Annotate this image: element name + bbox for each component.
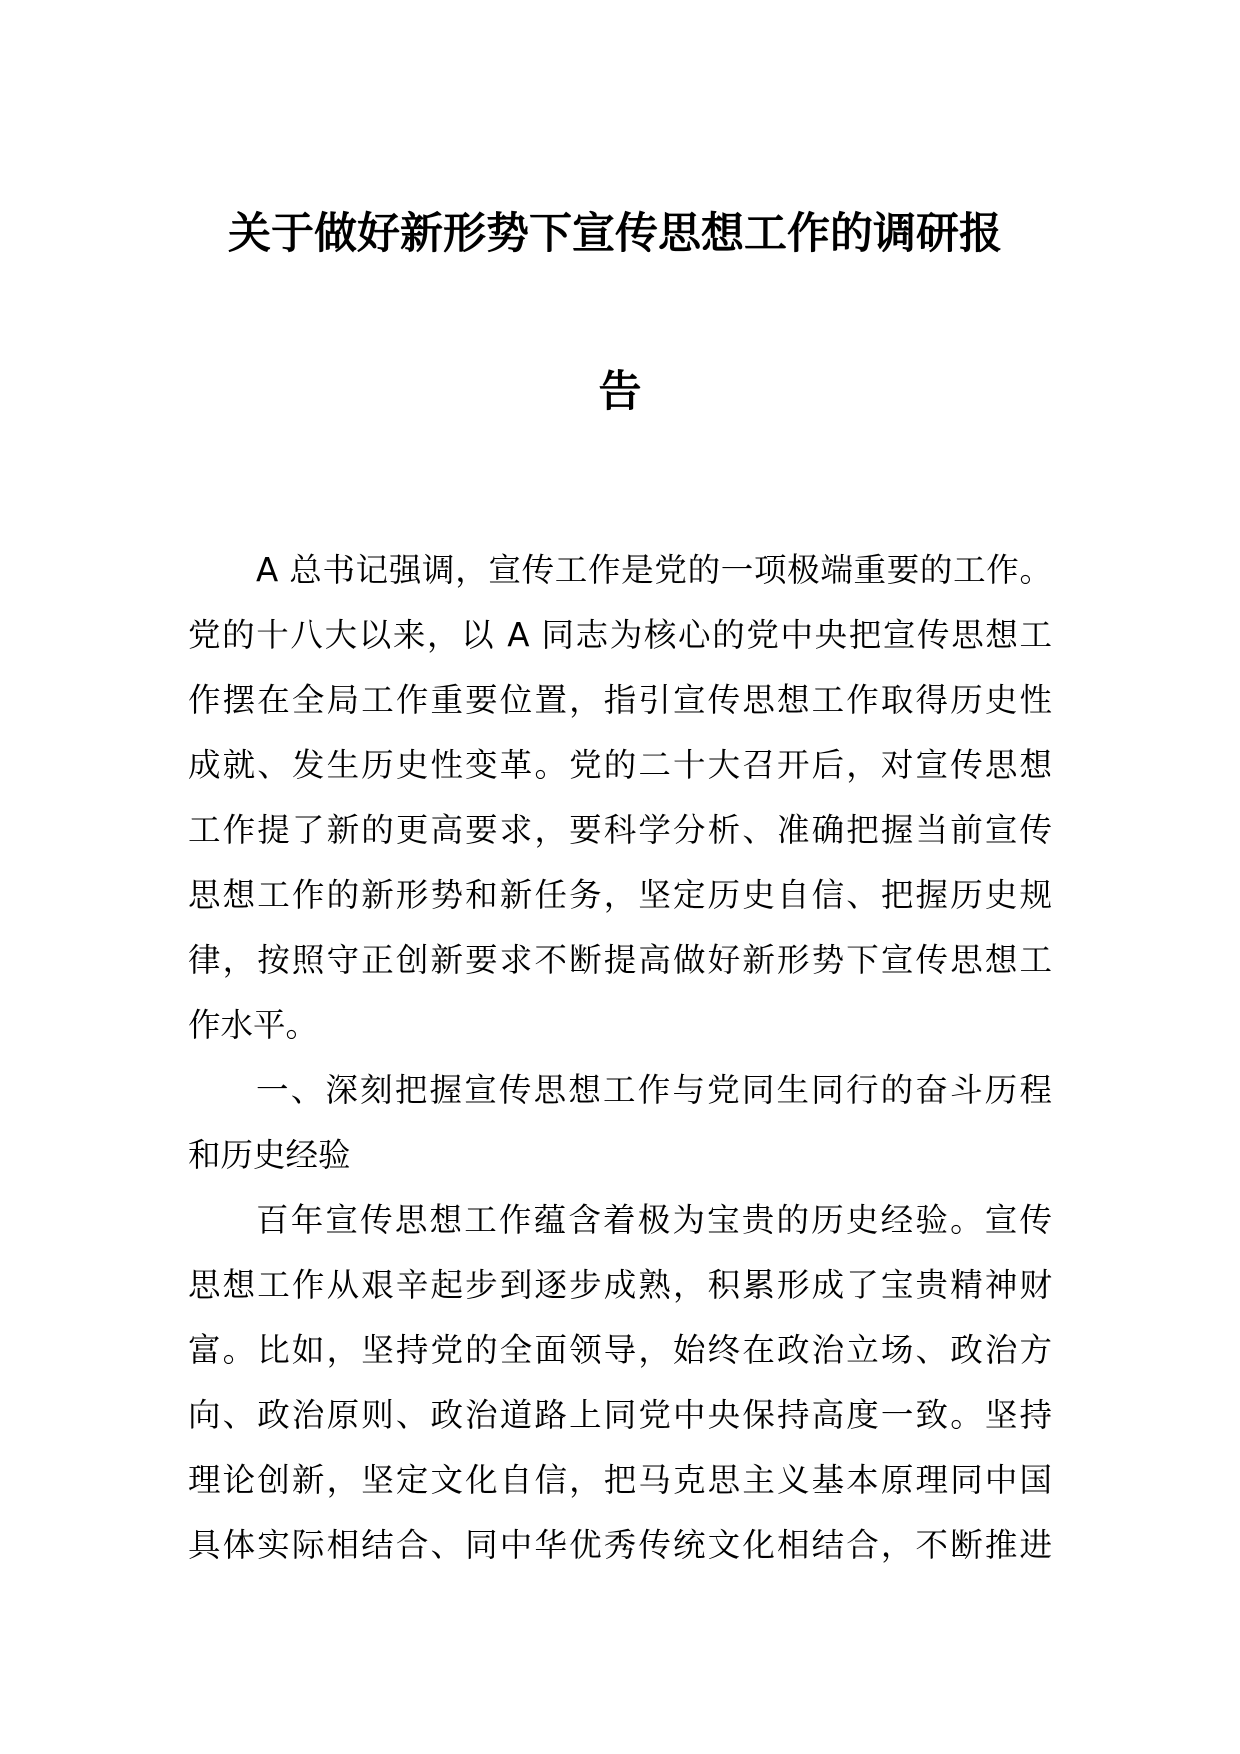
paragraph-line: 思想工作的新形势和新任务，坚定历史自信、把握历史规 — [188, 876, 1052, 914]
paragraph-line: A 总书记强调，宣传工作是党的一项极端重要的工作。 — [256, 551, 1052, 589]
paragraph-line: 向、政治原则、政治道路上同党中央保持高度一致。坚持 — [188, 1396, 1052, 1434]
paragraph-line: 理论创新，坚定文化自信，把马克思主义基本原理同中国 — [188, 1461, 1052, 1499]
paragraph-line: 富。比如，坚持党的全面领导，始终在政治立场、政治方 — [188, 1331, 1052, 1369]
paragraph-line: 百年宣传思想工作蕴含着极为宝贵的历史经验。宣传 — [256, 1201, 1052, 1239]
document-title-line-1: 关于做好新形势下宣传思想工作的调研报 — [228, 209, 1002, 259]
section-heading-line: 一、深刻把握宣传思想工作与党同生同行的奋斗历程 — [256, 1071, 1052, 1109]
paragraph-line: 工作提了新的更高要求，要科学分析、准确把握当前宣传 — [188, 811, 1052, 849]
paragraph-line: 思想工作从艰辛起步到逐步成熟，积累形成了宝贵精神财 — [188, 1266, 1052, 1304]
section-heading-line: 和历史经验 — [188, 1136, 351, 1174]
paragraph-line: 成就、发生历史性变革。党的二十大召开后，对宣传思想 — [188, 746, 1052, 784]
paragraph-line: 作摆在全局工作重要位置，指引宣传思想工作取得历史性 — [188, 681, 1052, 719]
paragraph-line: 党的十八大以来，以 A 同志为核心的党中央把宣传思想工 — [188, 616, 1052, 654]
document-title-line-2: 告 — [598, 367, 642, 417]
paragraph-line: 律，按照守正创新要求不断提高做好新形势下宣传思想工 — [188, 941, 1052, 979]
paragraph-line: 作水平。 — [188, 1006, 319, 1044]
paragraph-line: 具体实际相结合、同中华优秀传统文化相结合，不断推进 — [188, 1526, 1052, 1564]
